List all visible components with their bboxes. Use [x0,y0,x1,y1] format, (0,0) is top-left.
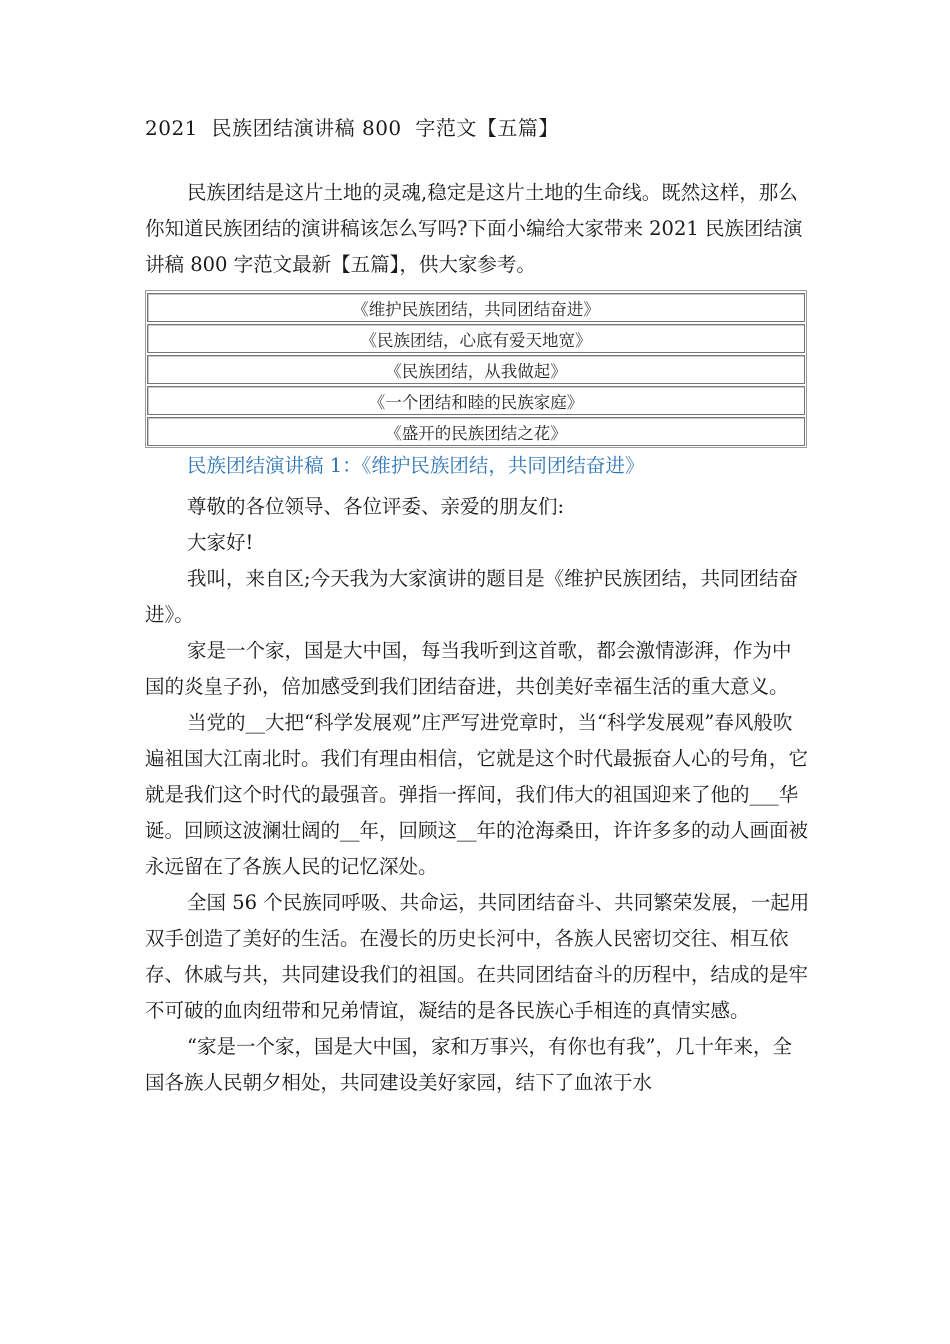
toc-item[interactable]: 《盛开的民族团结之花》 [147,417,805,446]
intro-paragraph: 民族团结是这片土地的灵魂,稳定是这片土地的生命线。既然这样，那么你知道民族团结的演讲稿该怎么写吗?下面小编给大家带来 2021 民族团结演讲稿 800 字范文最新【五篇】，供大家参考。 [145,181,803,276]
toc-item[interactable]: 《维护民族团结，共同团结奋进》 [147,293,805,322]
document-title: 2021 民族团结演讲稿 800 字范文【五篇】 [145,116,559,140]
body-paragraph: 当党的__大把“科学发展观”庄严写进党章时，当“科学发展观”春风般吹遍祖国大江南北时。我们有理由相信，它就是这个时代最振奋人心的号角，它就是我们这个时代的最强音。弹指一挥间，我们伟大的祖国迎来了他的___华诞。回顾这波澜壮阔的__年，回顾这__年的沧海桑田，许许多多的动人画面被永远留在了各族人民的记忆深处。 [145,711,809,878]
body-paragraph: 大家好! [187,531,254,554]
toc-item[interactable]: 《民族团结，从我做起》 [147,355,805,384]
toc-item[interactable]: 《民族团结，心底有爱天地宽》 [147,324,805,353]
section-heading: 民族团结演讲稿 1：《维护民族团结，共同团结奋进》 [187,454,645,477]
body-paragraph: 尊敬的各位领导、各位评委、亲爱的朋友们: [187,495,565,518]
toc-item[interactable]: 《一个团结和睦的民族家庭》 [147,386,805,415]
speech-body [145,489,810,1101]
body-paragraph: 我叫，来自区;今天我为大家演讲的题目是《维护民族团结，共同团结奋进》。 [145,567,799,626]
body-paragraph: 全国 56 个民族同呼吸、共命运，共同团结奋斗、共同繁荣发展，一起用双手创造了美好的生活。在漫长的历史长河中，各族人民密切交往、相互依存、休戚与共，共同建设我们的祖国。在共同团结奋斗的历程中，结成的是牢不可破的血肉纽带和兄弟情谊，凝结的是各民族心手相连的真情实感。 [145,891,810,1022]
body-paragraph: 家是一个家，国是大中国，每当我听到这首歌，都会激情澎湃，作为中国的炎皇子孙，倍加感受到我们团结奋进，共创美好幸福生活的重大意义。 [145,639,792,698]
table-of-contents [145,290,807,448]
body-paragraph: “家是一个家，国是大中国，家和万事兴，有你也有我”，几十年来，全国各族人民朝夕相处，共同建设美好家园，结下了血浓于水 [145,1035,792,1094]
